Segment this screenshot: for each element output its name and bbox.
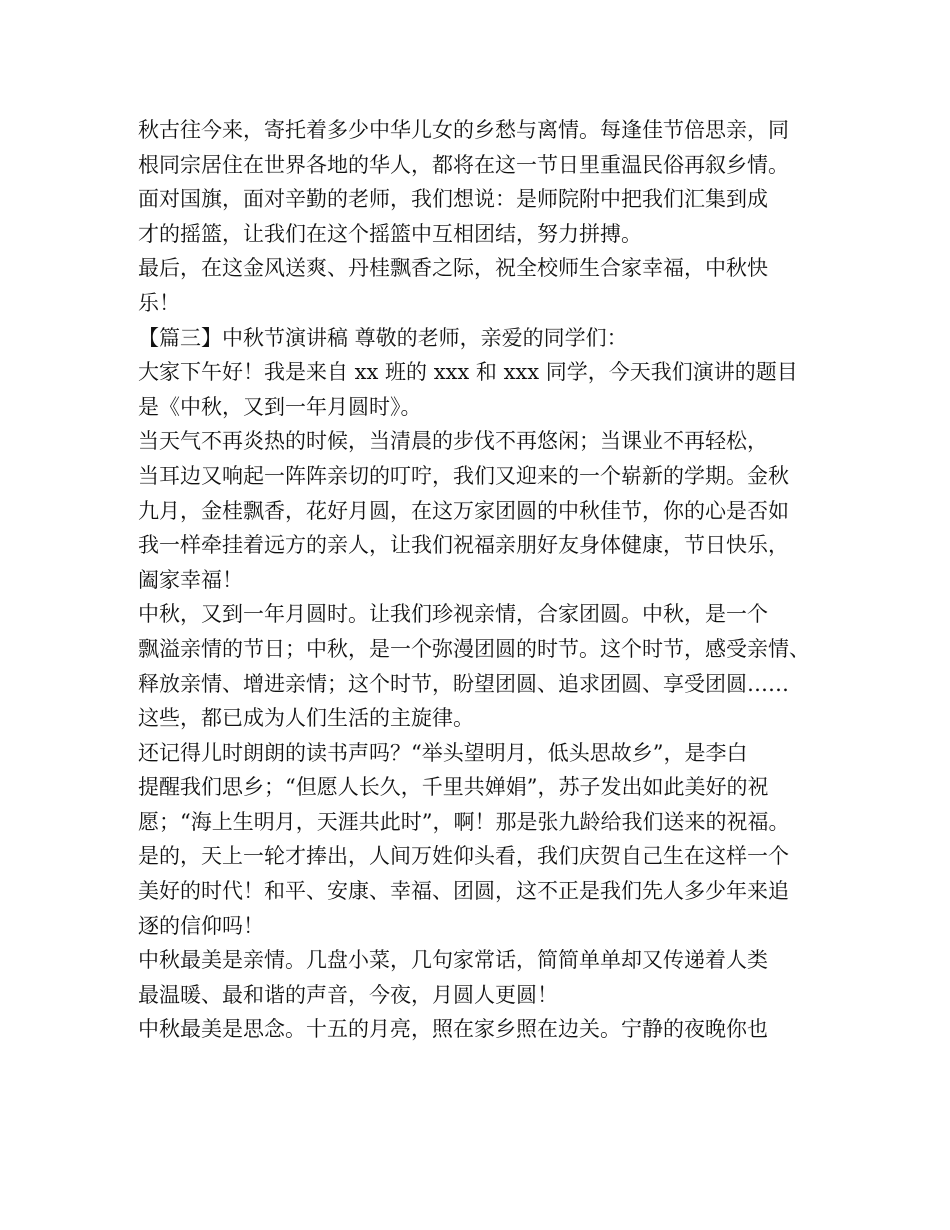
text-line: 逐的信仰吗！ — [138, 913, 264, 938]
text-line: 中秋最美是亲情。几盘小菜，几句家常话，简简单单却又传递着人类 — [138, 948, 768, 973]
text-line: 当耳边又响起一阵阵亲切的叮咛，我们又迎来的一个崭新的学期。金秋 — [138, 463, 789, 488]
text-line: 中秋，又到一年月圆时。让我们珍视亲情，合家团圆。中秋，是一个 — [138, 602, 768, 627]
text-line: 飘溢亲情的节日；中秋，是一个弥漫团圆的时节。这个时节，感受亲情、 — [138, 636, 810, 661]
text-line: 最温暖、最和谐的声音，今夜，月圆人更圆！ — [138, 982, 558, 1007]
text-line: 提醒我们思乡；“但愿人长久，千里共婵娟”，苏子发出如此美好的祝 — [138, 775, 769, 800]
text-line: 阖家幸福！ — [138, 567, 243, 592]
text-line: 是《中秋，又到一年月圆时》。 — [138, 394, 422, 419]
text-line: 这些，都已成为人们生活的主旋律。 — [138, 706, 474, 731]
text-line: 我一样牵挂着远方的亲人，让我们祝福亲朋好友身体健康，节日快乐， — [138, 533, 789, 558]
text-line: 中秋最美是思念。十五的月亮，照在家乡照在边关。宁静的夜晚你也 — [138, 1017, 768, 1042]
section-heading-line: 【篇三】中秋节演讲稿 尊敬的老师，亲爱的同学们： — [138, 325, 628, 350]
text-line: 大家下午好！我是来自 xx 班的 xxx 和 xxx 同学，今天我们演讲的题目 — [138, 360, 798, 385]
text-line: 愿；“海上生明月，天涯共此时”，啊！那是张九龄给我们送来的祝福。 — [138, 809, 790, 834]
text-line: 根同宗居住在世界各地的华人，都将在这一节日里重温民俗再叙乡情。 — [138, 152, 789, 177]
text-line: 最后，在这金风送爽、丹桂飘香之际，祝全校师生合家幸福，中秋快 — [138, 256, 768, 281]
text-line: 才的摇篮，让我们在这个摇篮中互相团结，努力拼搏。 — [138, 221, 642, 246]
text-line: 释放亲情、增进亲情；这个时节，盼望团圆、追求团圆、享受团圆…… — [138, 671, 789, 696]
text-line: 面对国旗，面对辛勤的老师，我们想说：是师院附中把我们汇集到成 — [138, 187, 768, 212]
text-line: 美好的时代！和平、安康、幸福、团圆，这不正是我们先人多少年来追 — [138, 879, 789, 904]
text-line: 是的，天上一轮才捧出，人间万姓仰头看，我们庆贺自己生在这样一个 — [138, 844, 789, 869]
document-body — [138, 113, 838, 1047]
text-line: 还记得儿时朗朗的读书声吗？“举头望明月，低头思故乡”，是李白 — [138, 740, 748, 765]
text-line: 乐！ — [138, 290, 180, 315]
text-line: 秋古往今来，寄托着多少中华儿女的乡愁与离情。每逢佳节倍思亲，同 — [138, 118, 789, 142]
text-line: 当天气不再炎热的时候，当清晨的步伐不再悠闲；当课业不再轻松， — [138, 429, 768, 454]
text-line: 九月，金桂飘香，花好月圆，在这万家团圆的中秋佳节，你的心是否如 — [138, 498, 789, 523]
